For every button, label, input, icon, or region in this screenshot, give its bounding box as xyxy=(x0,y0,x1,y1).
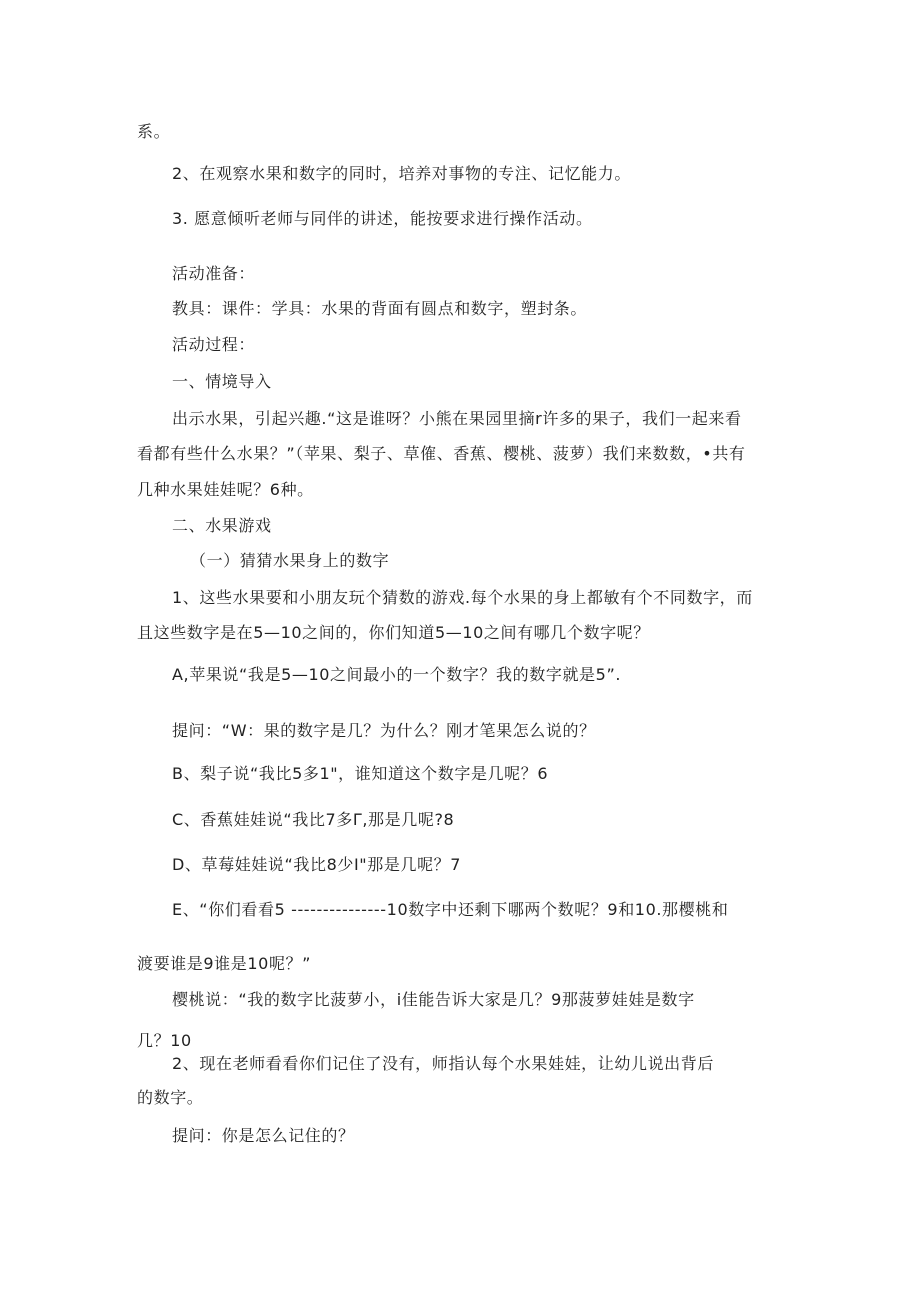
text-line: D、草莓娃娃说“我比8少I"那是几呢？7 xyxy=(172,855,462,874)
text-line: 提问：“W：果的数字是几？为什么？刚才笔果怎么说的？ xyxy=(172,721,596,740)
text-line: 2、现在老师看看你们记住了没有，师指认每个水果娃娃，让幼儿说出背后 xyxy=(172,1054,714,1073)
text-line: A,苹果说“我是5—10之间最小的一个数字？我的数字就是5”. xyxy=(172,665,622,684)
text-line: 几种水果娃娃呢？6种。 xyxy=(137,480,314,499)
text-line: 1、这些水果要和小朋友玩个猜数的游戏.每个水果的身上都敏有个不同数字，而 xyxy=(172,588,753,607)
text-line: 的数字。 xyxy=(137,1088,204,1107)
text-line: E、“你们看看5 ---------------10数字中还剩下哪两个数呢？9和10.那樱桃和 xyxy=(172,900,729,919)
text-line: 2、在观察水果和数字的同时，培养对事物的专注、记忆能力。 xyxy=(172,164,631,183)
text-line: 系。 xyxy=(137,122,171,141)
text-line: 提问：你是怎么记住的？ xyxy=(172,1126,355,1145)
section-heading: 二、水果游戏 xyxy=(172,516,272,535)
text-line: 且这些数字是在5—10之间的，你们知道5—10之间有哪几个数字呢？ xyxy=(137,623,650,642)
section-heading: 活动准备： xyxy=(172,264,256,283)
text-line: 樱桃说：“我的数字比菠萝小，i佳能告诉大家是几？9那菠萝娃娃是数字 xyxy=(172,990,695,1009)
text-line: 看都有些什么水果？”（苹果、梨子、草傕、香蕉、樱桃、菠萝）我们来数数，•共有 xyxy=(137,444,746,463)
text-line: 几？10 xyxy=(137,1031,192,1050)
text-line: 渡要谁是9谁是10呢？” xyxy=(137,954,312,973)
text-line: C、香蕉娃娃说“我比7多Γ,那是几呢?8 xyxy=(172,810,455,829)
text-line: 出示水果，引起兴趣.“这是谁呀？小熊在果园里摘r许多的果子，我们一起来看 xyxy=(172,409,742,428)
text-line: 3. 愿意倾听老师与同伴的讲述，能按要求进行操作活动。 xyxy=(172,209,593,228)
section-heading: 活动过程： xyxy=(172,335,256,354)
text-line: 教具：课件：学具：水果的背面有圆点和数字，塑封条。 xyxy=(172,299,588,318)
section-heading: 一、情境导入 xyxy=(172,372,272,391)
subsection-heading: （一）猜猜水果身上的数字 xyxy=(190,551,390,570)
text-line: B、梨子说“我比5多1"，谁知道这个数字是几呢？6 xyxy=(172,764,549,783)
